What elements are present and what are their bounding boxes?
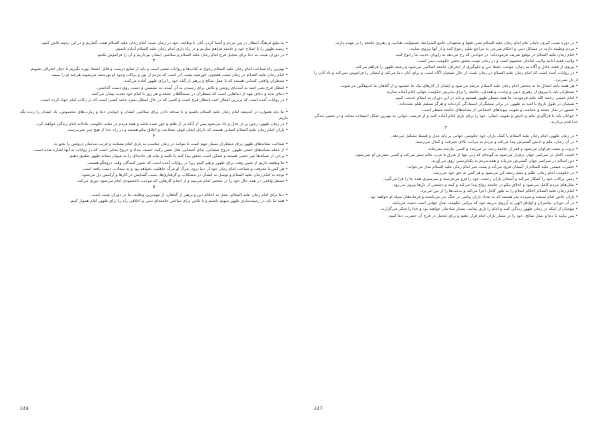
paragraph: • شناخت نشانه‌های ظهور برای منتظران بسیار مهم است تا بتوانند در زمان مناسب به یاری امام بشتابند و فریب مدعیان دروغین را نخورند.	[52, 141, 288, 147]
paragraph: • دعای ندبه و دعای عهد از دعاهایی است که منتظران در صبحگاهان جمعه و هر روز با امام خود تجدید پیمان می‌کنند.	[90, 90, 288, 96]
paragraph: • برخی از نشانه‌ها غیر حتمی هستند و ممکن است تحقق پیدا کنند یا نکنند و نباید هر حادثه‌ای را به عنوان نشانه ظهور تطبیق دهیم.	[68, 153, 288, 159]
section-number: ۴	[152, 134, 156, 140]
paragraph: • در آن دوران، پیامبران و اولیای الهی به آرزوی دیرینه خود که برپایی حکومت عدل جهانی است دست می‌یابند.	[391, 200, 578, 206]
paragraph: • در زمان ظهور، امام زمان علیه السلام با کمک یاران خود حکومتی جهانی بر پایه عدل و قسط تشکیل می‌دهد.	[391, 133, 578, 139]
paragraph: • انتظار فرج یعنی امید به آینده‌ای روشن و تلاش برای رسیدن به آن آینده، نه نشستن و دست روی دست گذاشتن.	[96, 84, 288, 90]
paragraph: • مردم وظیفه دارند در مسائل دینی و احکام شرعی به مراجع تقلید رجوع کنند و از آنها پیروی نمایند.	[409, 46, 578, 52]
paragraph: • بهترین راه شناخت امام زمان علیه السلام رجوع به کتاب‌ها و روایات معتبر است و باید از منابع درست و قابل اعتماد بهره بگیریم تا دچار انحراف نشویم.	[29, 66, 288, 72]
paragraph: • یاران خاص امام سیصد و سیزده نفر هستند که به تعداد یاران پیامبر در جنگ بدر می‌باشند و فرماندهان سپاه او خواهند بود.	[369, 194, 578, 200]
paragraph: • در روایات آمده است که برترین اعمال امت انتظار فرج است و کسی که در حال انتظار بمیرد مانند کسی است که در رکاب امام جهاد کرده است.	[39, 96, 288, 102]
paragraph: • ولایت فقیه ادامه ولایت امامان معصوم است و در زمان غیبت تحقق بخش حکومت دینی است.	[416, 58, 578, 64]
paragraph: • در دوره غیبت کبری، نایبان عام امام زمان علیه السلام یعنی فقها و مجتهدان جامع الشرایط، مسئولیت هدایت و رهبری جامعه را بر عهده دارند.	[334, 40, 578, 45]
paragraph: • یاران امام زمان علیه السلام کسانی هستند که دارای ایمان قوی، شجاعت و اخلاق نیکو هستند و در راه خدا از هیچ چیز نمی‌ترسند.	[66, 127, 288, 133]
paragraph: • در حکومت امام زمان، ظلم و ستم ریشه کن می‌شود و هر کس به حق خود می‌رسد.	[432, 169, 578, 175]
section-number: ۳	[152, 59, 156, 65]
paragraph: • ما باید همواره در اندیشه امام زمان علیه السلام باشیم و با صدقه دادن برای سلامتی ایشان و خواندن دعا و زیارت‌های مخصوص، یاد ایشان را زنده نگه داریم.	[20, 108, 288, 120]
paragraph: • هر هفته نامه اعمال ما به محضر امام زمان علیه السلام عرضه می‌شود و ایشان از کارهای نیک ما خشنود و از گناهان ما اندوهگین می‌شوند.	[340, 82, 578, 88]
paragraph: • شیعیان در طول تاریخ با امید به ظهور، در برابر ستمگران ایستادگی کرده‌اند و هرگز تسلیم ظلم نشده‌اند.	[398, 100, 578, 106]
paragraph: • به تبلیغ فرهنگ انتظار در بین مردم و آشنا کردن آنان با وظایف خود در زمان غیبت امام زمان علیه السلام همت گماریم و در این زمینه تلاش کنیم.	[40, 40, 288, 45]
paragraph: • در دوران غیبت به دعا برای تعجیل فرج امام زمان علیه السلام و سلامتی ایشان بپردازیم و آن را فراموش نکنیم.	[96, 52, 288, 58]
paragraph: • امنیت کامل در سراسر جهان برقرار می‌شود به گونه‌ای که زنی تنها از شرق تا غرب عالم سفر می‌کند و کسی متعرض او نمی‌شود.	[354, 151, 578, 157]
paragraph: • جوانان باید با فراگیری علم و دانش و تقویت ایمان، خود را برای یاری امام آماده کنند و از فرصت جوانی به بهترین شکل استفاده نمایند و در مسیر بندگی خدا قدم بردارند.	[314, 113, 578, 125]
paragraph: • پیروی از فقیه عادل و آگاه به زمان، موجب حفظ دین و جلوگیری از انحراف جامعه اسلامی می‌شود و زمینه ظهور را فراهم می‌کند.	[354, 64, 578, 70]
section-number: ۲	[444, 126, 448, 132]
paragraph: • حضور در نماز جمعه و جماعت و تقویت پیوندهای اجتماعی از نشانه‌های جامعه منتظر است.	[421, 107, 578, 113]
paragraph: • همه ما باید در زمینه‌سازی ظهور سهیم باشیم و با تلاش برای ساختن جامعه‌ای دینی و اخلاقی راه را برای ظهور امام هموار کنیم.	[69, 197, 288, 203]
paragraph: • ما وظیفه داریم از تعیین وقت برای ظهور پرهیز کنیم زیرا در روایات آمده است که تعیین کنندگان وقت دروغگو هستند.	[86, 159, 288, 165]
paragraph: • امام زمان علیه السلام احکام اسلام را به طور کامل اجرا می‌کند و بدعت‌ها را از بین می‌برد.	[419, 188, 578, 194]
paragraph: • امام زمان علیه السلام در زمان غیبت همچون خورشید پشت ابر است که مردم از نور و برکات وجود او بهره‌مند می‌شوند هرچند او را نبینند.	[50, 72, 288, 78]
page-number: 247	[314, 407, 323, 412]
paragraph: • منتظر واقعی در همه حال خود را در محضر امام می‌بیند و از انجام کارهایی که موجب ناخشنودی امام می‌شود دوری می‌کند.	[76, 177, 288, 183]
paragraph: • امام خمینی رحمه الله علیه فرمودند: ما همه منتظر ظهور هستیم و باید در این دوران به اسلام خدمت کنیم.	[394, 94, 578, 100]
paragraph: • دعا برای امام زمان علیه السلام، عمل به احکام دین و پرهیز از گناهان، از مهم‌ترین وظایف ما در دوران غیبت است.	[90, 191, 288, 197]
paragraph: • منتظران باید با پیروی از رهبری دینی و وحدت و همدلی، جامعه را برای پذیرش حکومت جهانی امام آماده سازند.	[385, 88, 578, 94]
right-page-text	[314, 40, 578, 219]
paragraph: • از جمله نشانه‌های حتمی ظهور، خروج سفیانی، ندای آسمانی، قتل نفس زکیه، خسف بیداء و خروج یمانی است که در روایات به آنها اشاره شده است.	[32, 147, 288, 153]
paragraph: • دین اسلام در سراسر جهان گسترش می‌یابد و همه مردم به یکتاپرستی روی می‌آورند.	[430, 157, 578, 163]
right-page	[300, 0, 600, 424]
paragraph: • عقل‌های مردم کامل می‌شود و اخلاق نیکو در جامعه رواج پیدا می‌کند و کینه و دشمنی از دل‌ها بیرون می‌رود.	[392, 182, 578, 188]
paragraph: • زمینه ظهور را با اصلاح خود و جامعه فراهم سازیم و در راه یاری امام زمان علیه السلام آماده باشیم.	[114, 46, 288, 52]
paragraph: • پس بیایید با دعا و عمل صالح، خود را در شمار یاران امام قرار دهیم و برای تعجیل در فرج آن حضرت دعا کنیم.	[388, 212, 578, 218]
paragraph: • در روایات آمده است که امام زمان علیه السلام در زمان غیبت از حال شیعیان آگاه است و برای آنان دعا می‌کند و ایشان را فراموش نمی‌کند و یاد آنان را از دل نمی‌برد.	[314, 70, 578, 82]
section-number: ۵	[152, 184, 156, 190]
paragraph: • حضرت عیسی علیه السلام از آسمان فرود می‌آید و پشت سر امام زمان علیه السلام نماز می‌خواند.	[406, 163, 578, 169]
page-number: 248	[20, 407, 29, 412]
paragraph: • امام زمان علیه السلام در توقیع شریف فرموده‌اند: در حوادثی که رخ می‌دهد به راویان حدیث ما رجوع کنید.	[394, 52, 578, 58]
paragraph: • در زمان ظهور، زمین پر از عدل و داد می‌شود پس از آنکه پر از ظلم و جور شده باشد و همه مردم در سایه حکومت عادلانه امام زندگی خواهند کرد.	[35, 121, 288, 127]
paragraph: • توجه به امام زمان علیه السلام و توسل به ایشان در مشکلات و گرفتاری‌ها، سبب گشایش در کارها و آرامش دل می‌شود.	[80, 171, 288, 177]
paragraph: • هر کس با معرفت و شناخت امام زمان خود از دنیا برود، مرگ او مرگ جاهلیت نخواهد بود و به سعادت دست یافته است.	[81, 165, 288, 171]
paragraph: • منتظران واقعی کسانی هستند که با عمل صالح و پرهیز از گناه خود را برای ظهور آماده می‌کنند.	[123, 78, 288, 84]
paragraph: • ثروت و نعمت فراوان می‌شود و فقر از جامعه رخت بر می‌بندد و کسی نیازمند نمی‌ماند.	[427, 145, 578, 151]
paragraph: • در آن زمان، علم و دانش گسترش پیدا می‌کند و مردم به مراتب بالای معرفت و کمال می‌رسند.	[414, 139, 578, 145]
paragraph: • زمین برکات خود را آشکار می‌کند و آسمان باران رحمت خود را فرو می‌فرستد و سرسبزی همه جا را فرا می‌گیرد.	[382, 175, 578, 181]
left-page-text	[20, 40, 288, 204]
paragraph: • مؤمنان از اینکه در زمان ظهور زندگی کنند و امام را یاری نمایند، بسیار شادمان خواهند بود و خدا را شکر می‌گزارند.	[379, 206, 578, 212]
